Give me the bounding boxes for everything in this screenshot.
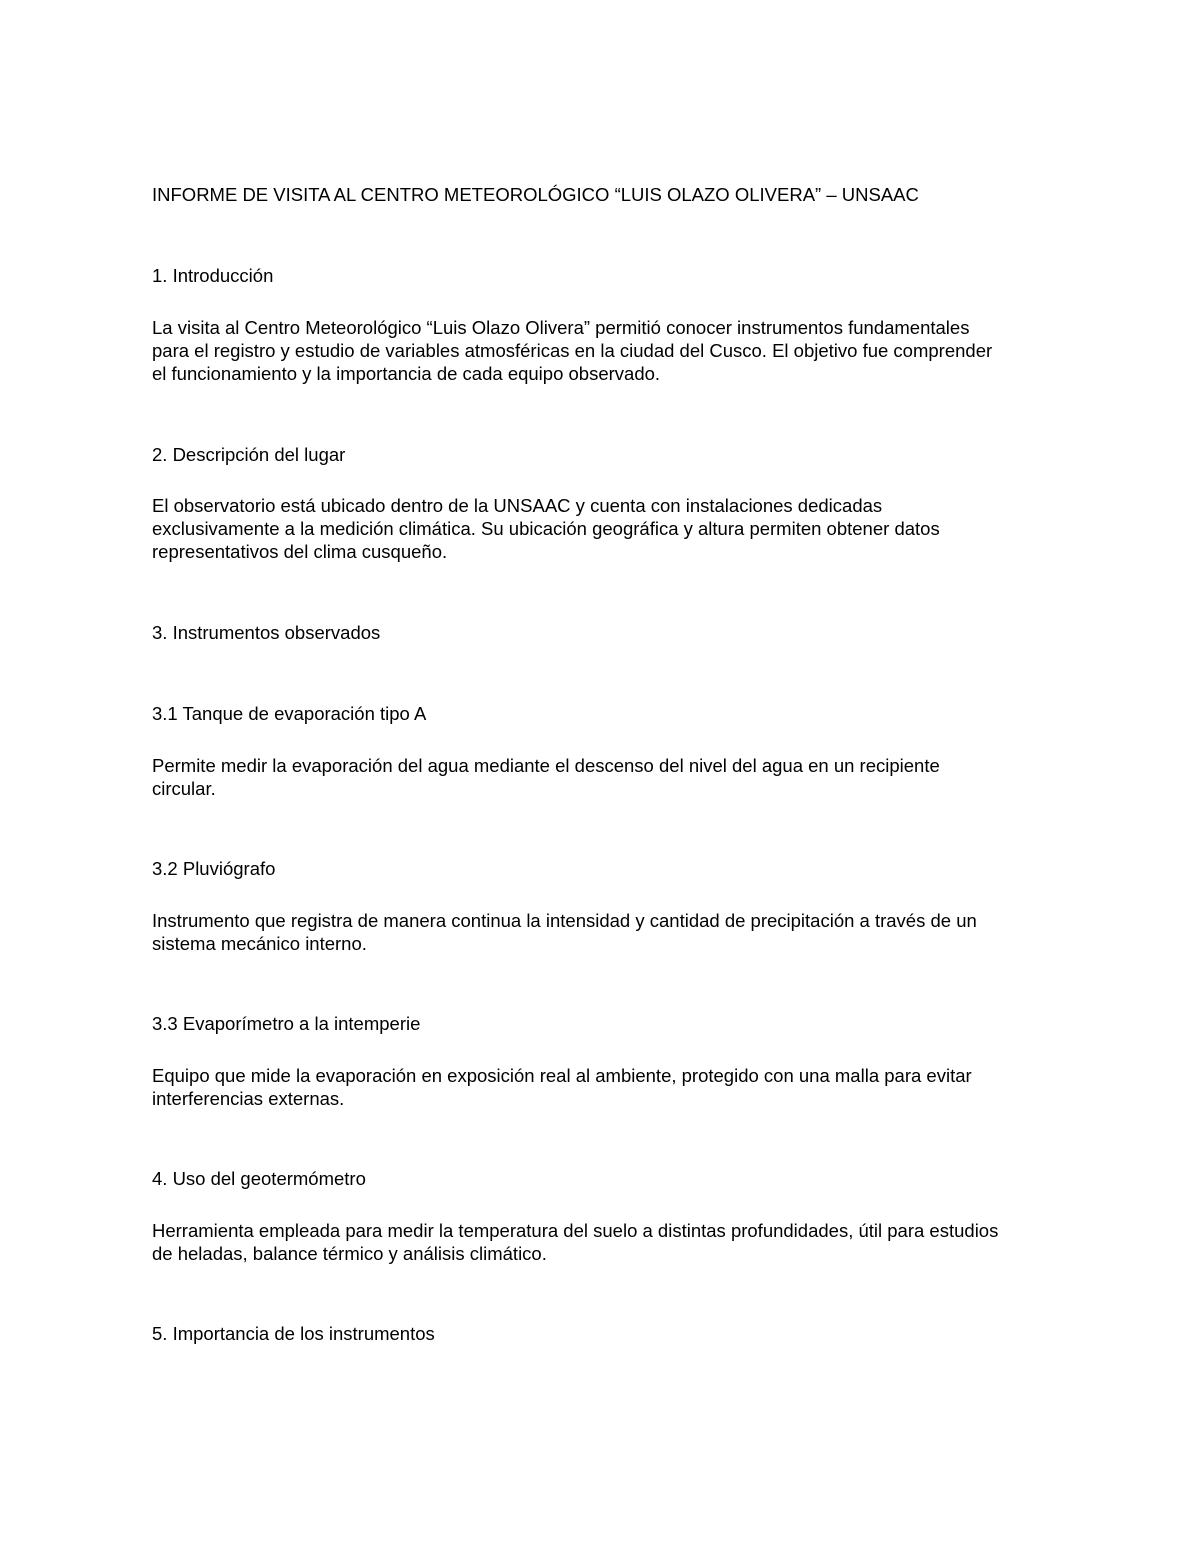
section-paragraph-introduccion (152, 316, 1052, 385)
section-heading-evaporimetro: 3.3 Evaporímetro a la intemperie (152, 1013, 421, 1034)
section-paragraph-evaporimetro (152, 1064, 1052, 1110)
section-heading-geotermometro: 4. Uso del geotermómetro (152, 1168, 366, 1189)
section-heading-descripcion: 2. Descripción del lugar (152, 444, 346, 465)
section-heading-introduccion: 1. Introducción (152, 265, 274, 286)
paragraph-line: sistema mecánico interno. (152, 933, 367, 954)
paragraph-line: El observatorio está ubicado dentro de la UNSAAC y cuenta con instalaciones dedicadas (152, 495, 883, 516)
section-paragraph-descripcion (152, 494, 1052, 563)
paragraph-line: el funcionamiento y la importancia de cada equipo observado. (152, 363, 661, 384)
section-heading-pluviografo: 3.2 Pluviógrafo (152, 858, 276, 879)
section-heading-tanque: 3.1 Tanque de evaporación tipo A (152, 703, 427, 724)
paragraph-line: Permite medir la evaporación del agua mediante el descenso del nivel del agua en un recipiente (152, 755, 940, 776)
paragraph-line: Herramienta empleada para medir la temperatura del suelo a distintas profundidades, útil para estudios (152, 1220, 999, 1241)
paragraph-line: representativos del clima cusqueño. (152, 541, 448, 562)
section-heading-instrumentos: 3. Instrumentos observados (152, 622, 381, 643)
document-title: INFORME DE VISITA AL CENTRO METEOROLÓGICO “LUIS OLAZO OLIVERA” – UNSAAC (152, 184, 919, 205)
paragraph-line: interferencias externas. (152, 1088, 345, 1109)
paragraph-line: La visita al Centro Meteorológico “Luis Olazo Olivera” permitió conocer instrumentos fundamentales (152, 317, 970, 338)
paragraph-line: para el registro y estudio de variables atmosféricas en la ciudad del Cusco. El objetivo fue comprender (152, 340, 993, 361)
section-paragraph-tanque (152, 754, 1052, 800)
paragraph-line: exclusivamente a la medición climática. Su ubicación geográfica y altura permiten obtener datos (152, 518, 940, 539)
paragraph-line: Equipo que mide la evaporación en exposición real al ambiente, protegido con una malla para evitar (152, 1065, 972, 1086)
paragraph-line: de heladas, balance térmico y análisis climático. (152, 1243, 547, 1264)
section-heading-importancia: 5. Importancia de los instrumentos (152, 1323, 435, 1344)
section-paragraph-geotermometro (152, 1219, 1052, 1265)
paragraph-line: circular. (152, 778, 216, 799)
paragraph-line: Instrumento que registra de manera continua la intensidad y cantidad de precipitación a través de un (152, 910, 977, 931)
section-paragraph-pluviografo (152, 909, 1052, 955)
